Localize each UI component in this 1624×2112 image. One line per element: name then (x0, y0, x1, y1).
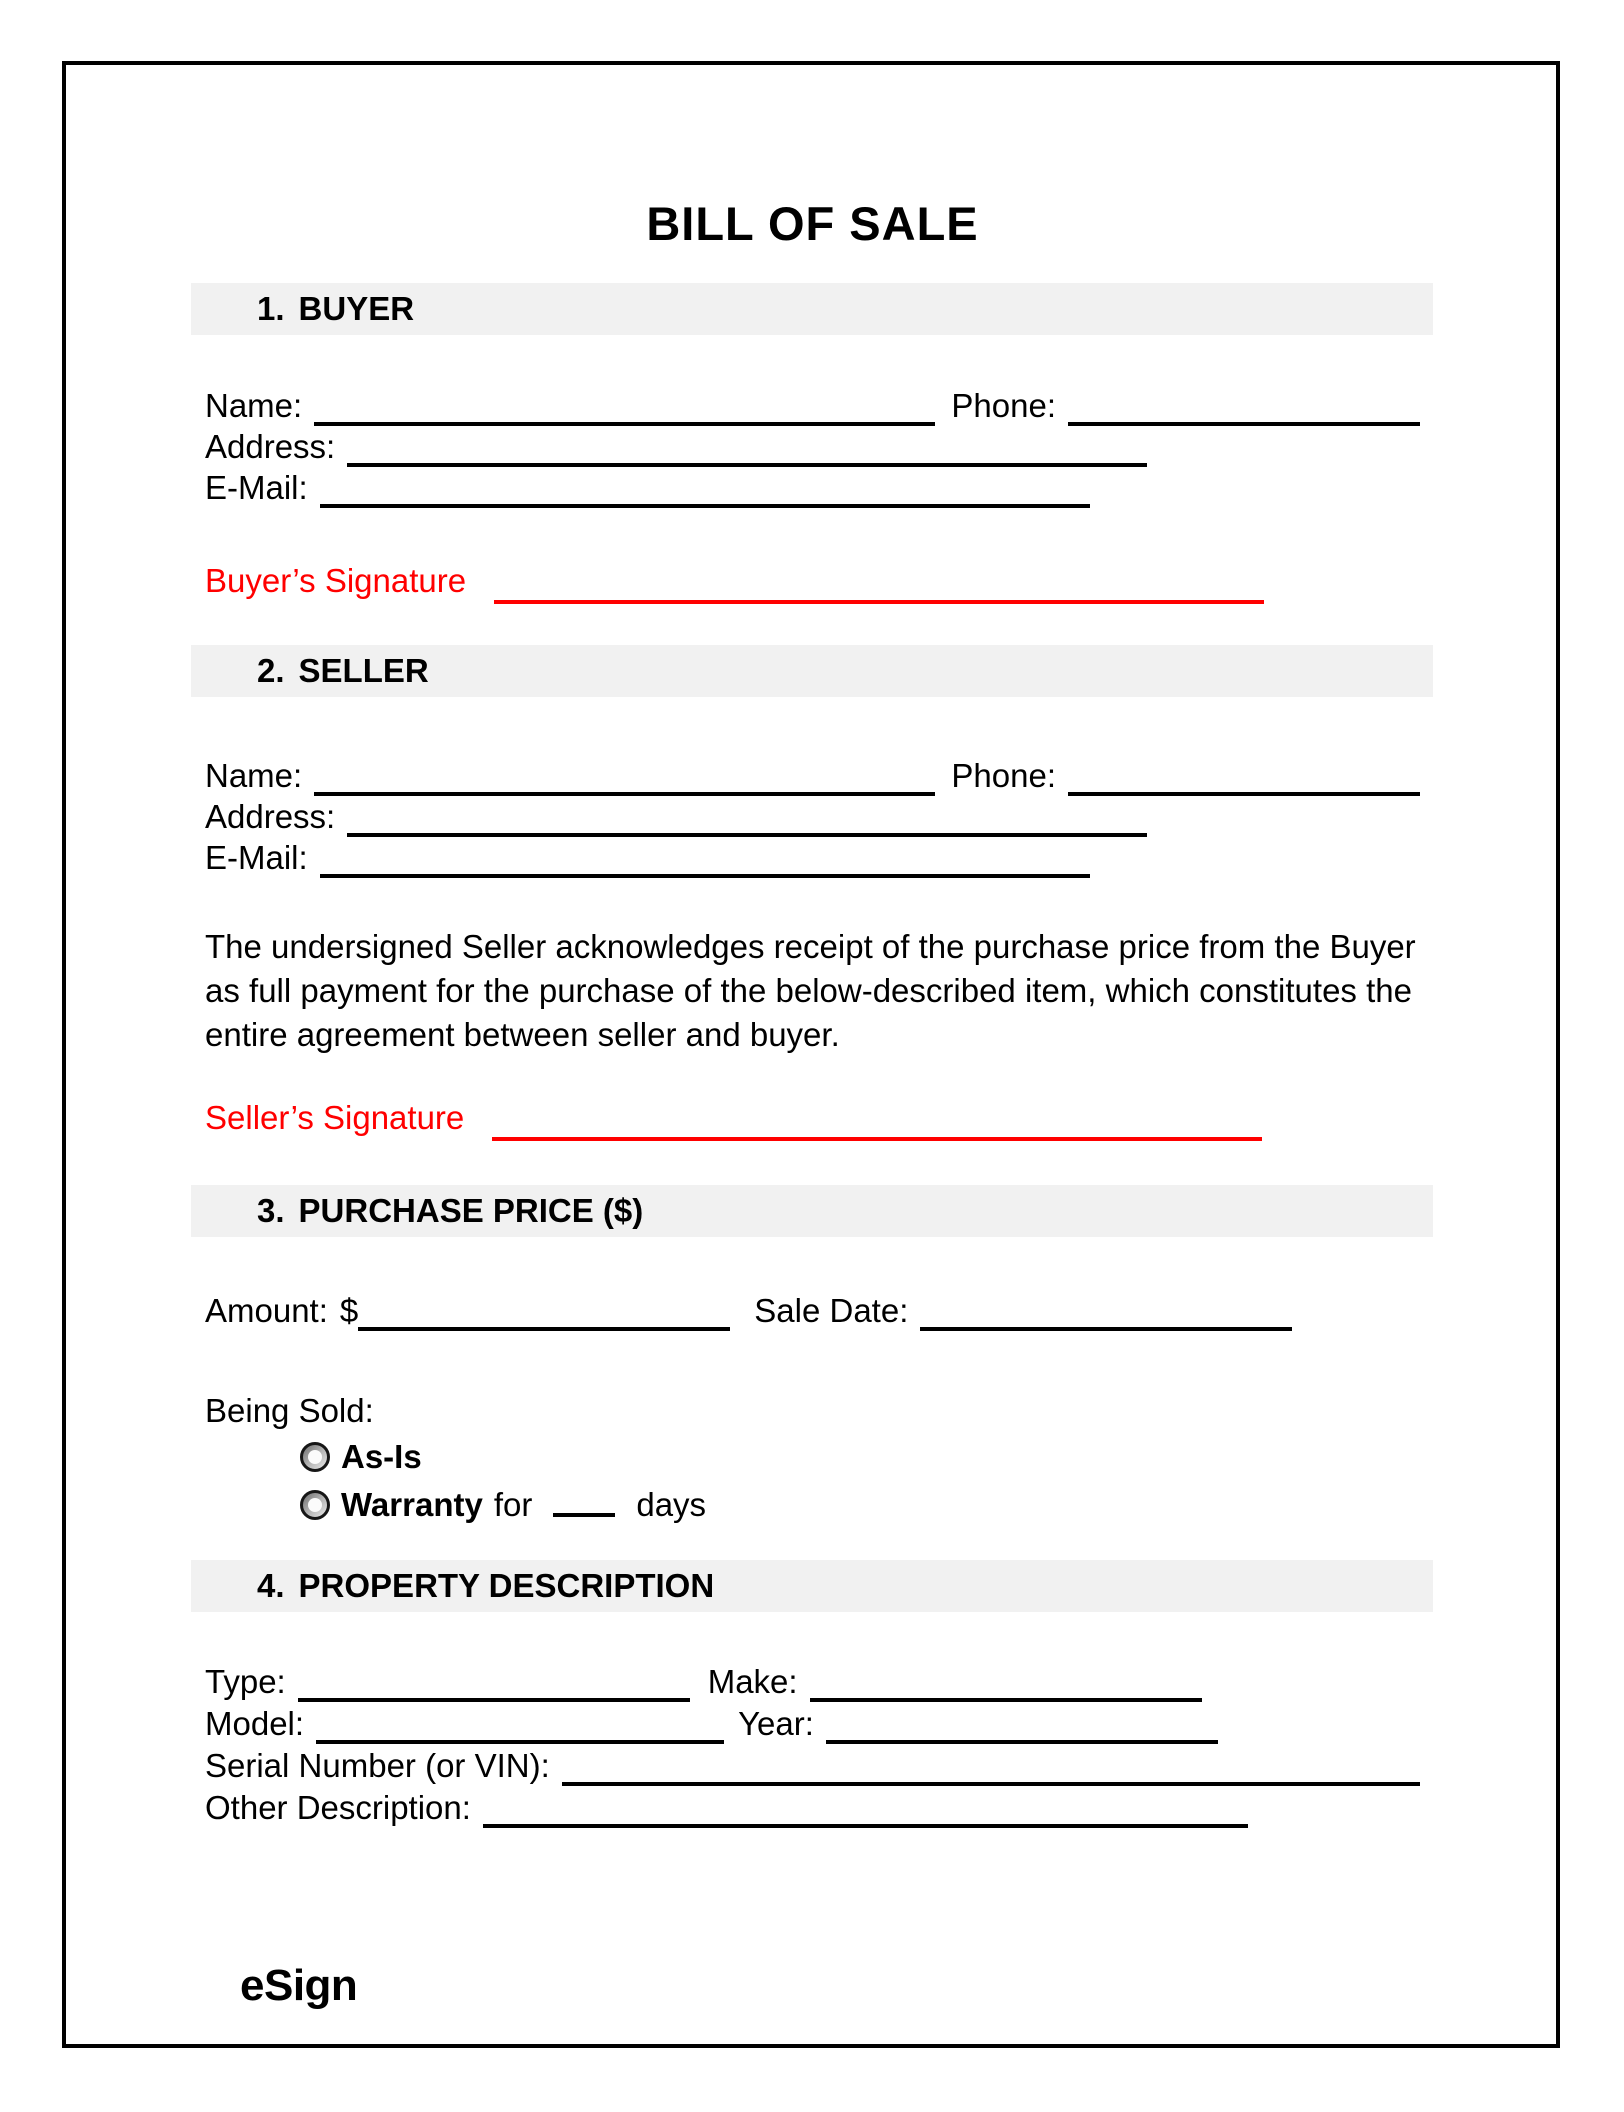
seller-phone-input-line[interactable] (1068, 766, 1420, 796)
option-warranty (300, 1482, 1420, 1527)
section-header-purchase-price (191, 1185, 1433, 1237)
section-header-seller (191, 645, 1433, 697)
seller-address-row (205, 796, 1420, 837)
warranty-days-input-line[interactable] (553, 1493, 615, 1517)
type-input-line[interactable] (298, 1672, 690, 1702)
buyer-name-label: Name: (205, 387, 303, 424)
model-input-line[interactable] (316, 1714, 724, 1744)
seller-email-row (205, 837, 1420, 878)
warranty-radio-button[interactable] (300, 1490, 330, 1520)
section-number: 4. (257, 1567, 285, 1604)
make-input-line[interactable] (810, 1672, 1202, 1702)
section-heading: PROPERTY DESCRIPTION (298, 1567, 715, 1604)
buyer-signature-row (205, 558, 1420, 604)
serial-row (205, 1744, 1420, 1786)
year-input-line[interactable] (826, 1714, 1218, 1744)
type-label: Type: (205, 1663, 286, 1700)
section-number: 1. (257, 290, 285, 327)
section-heading: SELLER (298, 652, 429, 689)
option-as-is (300, 1434, 1420, 1479)
buyer-signature-label: Buyer’s Signature (205, 562, 467, 599)
buyer-address-row (205, 426, 1420, 467)
warranty-days-text: days (636, 1486, 707, 1523)
buyer-fields (205, 385, 1420, 508)
make-label: Make: (707, 1663, 798, 1700)
warranty-for-text: for (493, 1486, 533, 1523)
sale-date-label: Sale Date: (754, 1292, 909, 1329)
amount-label: Amount: (205, 1292, 328, 1329)
section-heading: PURCHASE PRICE ($) (298, 1192, 644, 1229)
seller-phone-label: Phone: (951, 757, 1056, 794)
buyer-phone-label: Phone: (951, 387, 1056, 424)
buyer-name-input-line[interactable] (314, 396, 935, 426)
buyer-phone-input-line[interactable] (1068, 396, 1420, 426)
seller-acknowledgement-paragraph: The undersigned Seller acknowledges receipt of the purchase price from the Buyer as full payment for the purchase of the below-described item, which constitutes the entire agreement between seller and buyer. (205, 928, 1416, 1053)
section-header-buyer (191, 283, 1433, 335)
serial-number-label: Serial Number (or VIN): (205, 1747, 550, 1784)
seller-signature-label: Seller’s Signature (205, 1099, 465, 1136)
seller-address-input-line[interactable] (347, 807, 1147, 837)
amount-input-line[interactable] (358, 1301, 730, 1331)
as-is-option-label: As-Is (341, 1438, 422, 1475)
buyer-email-label: E-Mail: (205, 469, 308, 506)
seller-signature-row (205, 1095, 1420, 1141)
seller-email-input-line[interactable] (320, 848, 1090, 878)
model-year-row (205, 1702, 1420, 1744)
seller-email-label: E-Mail: (205, 839, 308, 876)
buyer-address-input-line[interactable] (347, 437, 1147, 467)
year-label: Year: (738, 1705, 814, 1742)
buyer-address-label: Address: (205, 428, 336, 465)
other-description-input-line[interactable] (483, 1798, 1248, 1828)
section-heading: BUYER (298, 290, 415, 327)
sale-date-input-line[interactable] (920, 1301, 1292, 1331)
currency-symbol: $ (339, 1292, 359, 1329)
buyer-signature-line[interactable] (494, 574, 1264, 604)
buyer-email-row (205, 467, 1420, 508)
model-label: Model: (205, 1705, 305, 1742)
esign-logo: eSign (240, 1961, 358, 2010)
amount-saledate-row (205, 1290, 1420, 1331)
document-content (66, 198, 1556, 1828)
being-sold-label: Being Sold: (205, 1392, 374, 1429)
seller-signature-line[interactable] (492, 1111, 1262, 1141)
property-fields (205, 1660, 1420, 1828)
document-page-frame (62, 61, 1560, 2048)
section-number: 2. (257, 652, 285, 689)
seller-fields (205, 755, 1420, 878)
seller-name-label: Name: (205, 757, 303, 794)
serial-number-input-line[interactable] (562, 1756, 1420, 1786)
section-header-property-description (191, 1560, 1433, 1612)
type-make-row (205, 1660, 1420, 1702)
warranty-option-label: Warranty (341, 1486, 483, 1523)
as-is-radio-button[interactable] (300, 1442, 330, 1472)
seller-name-input-line[interactable] (314, 766, 935, 796)
seller-name-phone-row (205, 755, 1420, 796)
other-description-label: Other Description: (205, 1789, 471, 1826)
buyer-name-phone-row (205, 385, 1420, 426)
seller-address-label: Address: (205, 798, 336, 835)
section-number: 3. (257, 1192, 285, 1229)
page-title: BILL OF SALE (646, 197, 979, 250)
buyer-email-input-line[interactable] (320, 478, 1090, 508)
other-description-row (205, 1786, 1420, 1828)
